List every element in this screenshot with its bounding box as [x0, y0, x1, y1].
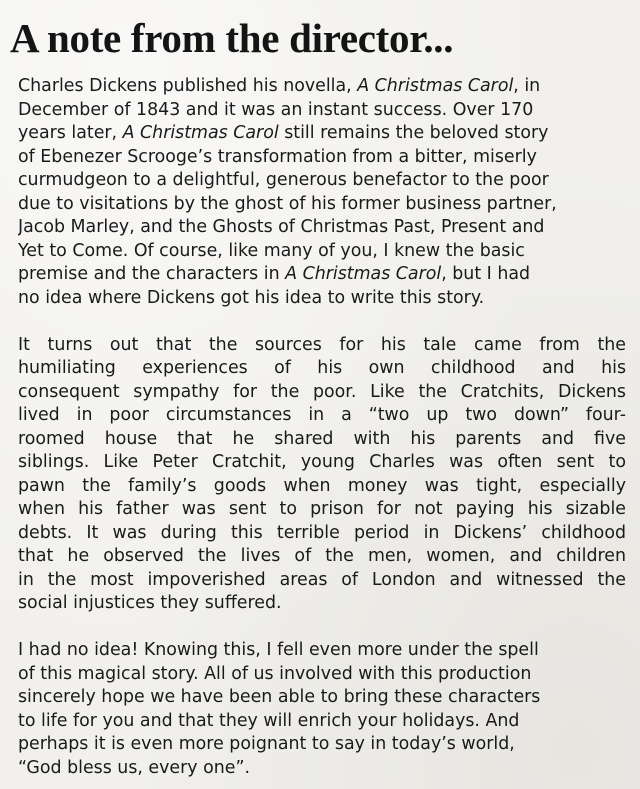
page-title: A note from the director... — [10, 15, 454, 61]
text-line — [18, 334, 626, 358]
text-line — [18, 475, 626, 499]
text-segment: due to visitations by the ghost of his former business partner, — [18, 193, 557, 214]
text-segment: curmudgeon to a delightful, generous benefactor to the poor — [18, 170, 549, 190]
book-title-italic: A Christmas Carol — [122, 123, 279, 143]
paragraph-gap — [18, 310, 626, 334]
paragraph-gap — [18, 616, 626, 640]
text-line — [18, 193, 626, 217]
text-line — [18, 522, 626, 546]
text-line — [18, 122, 626, 146]
text-segment: lived in poor circumstances in a “two up two down” four- — [18, 405, 626, 425]
text-segment: pawn the family’s goods when money was tight, especially — [18, 475, 626, 496]
text-line — [18, 545, 626, 569]
text-segment: still remains the beloved story — [278, 123, 549, 143]
text-line — [18, 592, 626, 616]
text-segment: perhaps it is even more poignant to say in today’s world, — [18, 734, 515, 754]
text-segment: Charles Dickens published his novella, — [18, 76, 358, 96]
text-segment: premise and the characters in — [18, 264, 286, 284]
text-line — [18, 99, 626, 123]
paragraph-3 — [18, 639, 626, 780]
text-line — [18, 263, 626, 287]
text-line — [18, 686, 626, 710]
text-line — [18, 428, 626, 452]
paragraph-1 — [18, 75, 626, 310]
text-segment: social injustices they suffered. — [18, 593, 282, 613]
text-segment: December of 1843 and it was an instant success. Over 170 — [18, 99, 534, 120]
text-segment: debts. It was during this terrible period in Dickens’ childhood — [18, 522, 626, 543]
text-line — [18, 381, 626, 405]
text-line — [18, 404, 626, 428]
text-segment: roomed house that he shared with his parents and five — [18, 428, 626, 449]
text-segment: “God bless us, every one”. — [18, 757, 250, 778]
text-segment: in the most impoverished areas of London and witnessed the — [18, 569, 626, 590]
text-line — [18, 240, 626, 264]
text-line — [18, 733, 626, 757]
text-line — [18, 569, 626, 593]
director-note-body — [18, 75, 626, 780]
text-segment: humiliating experiences of his own childhood and his — [18, 358, 626, 378]
text-segment: when his father was sent to prison for not paying his sizable — [18, 499, 626, 519]
text-line — [18, 287, 626, 311]
text-line — [18, 146, 626, 170]
book-title-italic: A Christmas Carol — [285, 264, 442, 284]
text-line — [18, 710, 626, 734]
text-line — [18, 357, 626, 381]
text-line — [18, 216, 626, 240]
text-line — [18, 757, 626, 781]
text-segment: sincerely hope we have been able to bring these characters — [18, 687, 541, 707]
text-segment: of this magical story. All of us involved with this production — [18, 663, 532, 684]
text-segment: , but I had — [441, 264, 531, 284]
text-segment: that he observed the lives of the men, women, and children — [18, 546, 626, 566]
text-line — [18, 451, 626, 475]
text-segment: of Ebenezer Scrooge’s transformation from a bitter, miserly — [18, 146, 537, 167]
text-segment: I had no idea! Knowing this, I fell even more under the spell — [18, 640, 539, 660]
text-segment: It turns out that the sources for his tale came from the — [18, 334, 626, 355]
text-line — [18, 498, 626, 522]
text-line — [18, 639, 626, 663]
paragraph-2 — [18, 334, 626, 616]
text-segment: Jacob Marley, and the Ghosts of Christmas Past, Present and — [18, 217, 545, 237]
text-segment: , in — [513, 76, 541, 96]
book-title-italic: A Christmas Carol — [357, 76, 514, 96]
text-segment: no idea where Dickens got his idea to write this story. — [18, 287, 485, 308]
text-line — [18, 663, 626, 687]
text-segment: consequent sympathy for the poor. Like the Cratchits, Dickens — [18, 381, 626, 402]
text-line — [18, 75, 626, 99]
text-segment: to life for you and that they will enrich your holidays. And — [18, 710, 520, 731]
text-segment: siblings. Like Peter Cratchit, young Charles was often sent to — [18, 452, 626, 472]
text-line — [18, 169, 626, 193]
text-segment: years later, — [18, 123, 123, 143]
text-segment: Yet to Come. Of course, like many of you, I knew the basic — [18, 240, 525, 261]
